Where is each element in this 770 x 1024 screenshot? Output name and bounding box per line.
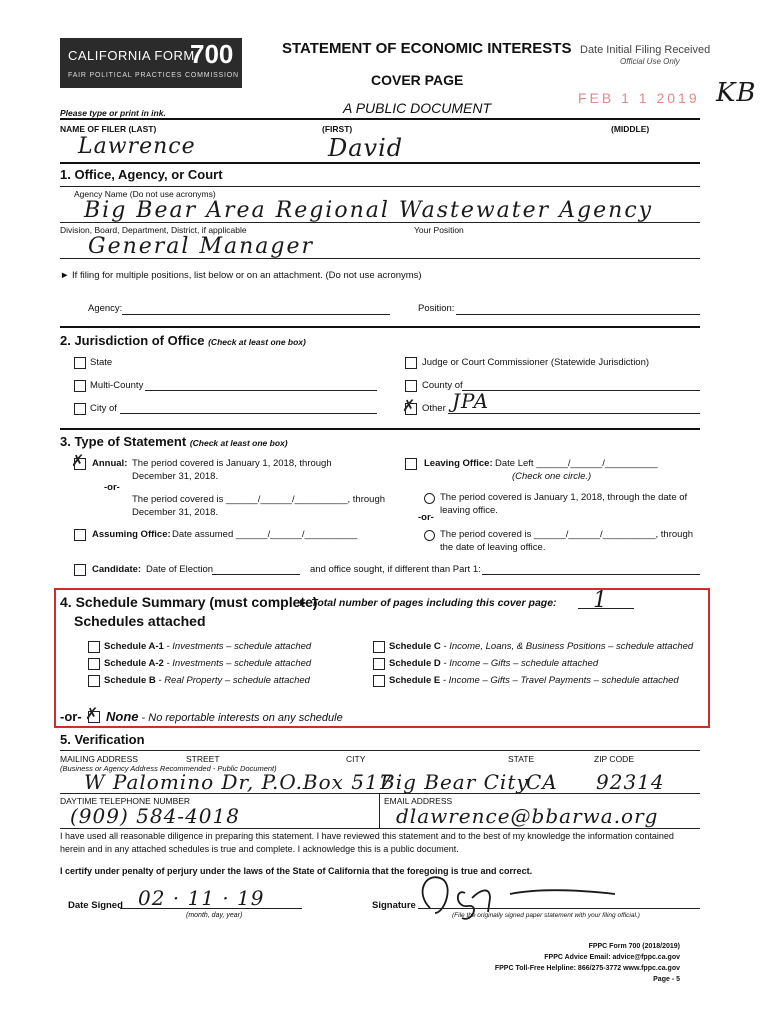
none-check-icon: ✗ <box>85 704 99 723</box>
multi-county-label: Multi-County <box>90 380 144 391</box>
phone-rule <box>60 828 700 829</box>
annual-label: Annual: <box>92 458 128 469</box>
annual-check-icon: ✗ <box>71 451 85 470</box>
schedule-a1-name: Schedule A-1 <box>104 641 164 652</box>
or-text-2: -or- <box>418 512 434 523</box>
total-pages-input <box>578 608 634 609</box>
email-label: EMAIL ADDRESS <box>384 796 453 806</box>
multi-county-checkbox[interactable] <box>74 380 86 392</box>
leaving-option1-text2: leaving office. <box>440 505 498 516</box>
footer-helpline: FPPC Toll-Free Helpline: 866/275-3772 www.fppc.ca.gov <box>494 965 680 972</box>
schedule-b-label <box>104 675 310 686</box>
diligence-line2: herein and in any attached schedules is true and complete. I acknowledge this is a public document. <box>60 844 459 854</box>
office-sought-input[interactable] <box>482 574 700 575</box>
leaving-checkbox[interactable] <box>405 458 417 470</box>
schedule-e-checkbox[interactable] <box>373 675 385 687</box>
name-rule <box>60 162 700 164</box>
city-label: City of <box>90 403 117 414</box>
section2-heading <box>60 333 306 348</box>
phone-value[interactable]: (909) 584-4018 <box>70 804 240 828</box>
schedule-e-label <box>389 675 679 686</box>
section5-rule <box>60 750 700 751</box>
date-signed-input <box>120 908 302 909</box>
official-use-label: Official Use Only <box>620 57 680 66</box>
multi-county-input[interactable] <box>145 390 377 391</box>
section2-title: 2. Jurisdiction of Office <box>60 333 205 348</box>
section2-note: (Check at least one box) <box>208 337 306 347</box>
city-checkbox[interactable] <box>74 403 86 415</box>
section4-heading: 4. Schedule Summary (must complete) <box>60 594 318 610</box>
mailing-address-label: MAILING ADDRESS <box>60 754 138 764</box>
schedule-a2-label <box>104 658 311 669</box>
your-position-label: Your Position <box>414 225 464 235</box>
agency-rule-top <box>60 186 700 187</box>
certify-text: I certify under penalty of perjury under the laws of the State of California that the foregoing is true and correct. <box>60 866 533 876</box>
position2-label: Position: <box>418 303 455 314</box>
city-address-label: CITY <box>346 754 366 764</box>
office-sought-label: and office sought, if different than Part 1: <box>310 564 481 575</box>
mailing-note: (Business or Agency Address Recommended - Public Document) <box>60 764 277 773</box>
assuming-checkbox[interactable] <box>74 529 86 541</box>
county-label: County of <box>422 380 463 391</box>
middle-name-label: (MIDDLE) <box>611 124 650 134</box>
schedule-c-label <box>389 641 693 652</box>
schedule-a1-desc: - Investments – schedule attached <box>163 641 312 652</box>
schedule-b-name: Schedule B <box>104 675 156 686</box>
leaving-option2-radio[interactable] <box>424 530 435 541</box>
state-label: State <box>90 357 113 368</box>
leaving-option2-text2: the date of leaving office. <box>440 542 546 553</box>
annual-text1: The period covered is January 1, 2018, through <box>132 458 332 469</box>
schedule-e-name: Schedule E <box>389 675 441 686</box>
schedule-a2-desc: - Investments – schedule attached <box>163 658 312 669</box>
footer-page: Page - 5 <box>653 976 680 983</box>
leaving-option1-radio[interactable] <box>424 493 435 504</box>
agency-name-value[interactable]: Big Bear Area Regional Wastewater Agency <box>84 198 654 223</box>
commission-name: FAIR POLITICAL PRACTICES COMMISSION <box>68 72 239 79</box>
schedule-d-name: Schedule D <box>389 658 441 669</box>
none-or-text: -or- <box>60 709 82 724</box>
schedule-d-checkbox[interactable] <box>373 658 385 670</box>
total-pages-label: ► Total number of pages including this cover page: <box>298 597 557 609</box>
schedule-a2-checkbox[interactable] <box>88 658 100 670</box>
schedules-attached-heading: Schedules attached <box>74 613 206 629</box>
position2-input[interactable] <box>456 314 700 315</box>
street-value[interactable]: W Palomino Dr, P.O.Box 517 <box>84 770 393 794</box>
form-number: 700 <box>190 39 234 69</box>
election-date-label: Date of Election <box>146 564 214 575</box>
form-title: STATEMENT OF ECONOMIC INTERESTS <box>282 40 572 57</box>
leaving-option2-text1: The period covered is ______/______/__________, through <box>440 529 694 540</box>
date-signed-label: Date Signed <box>68 900 123 911</box>
city-value[interactable]: Big Bear City <box>380 770 529 794</box>
diligence-line1: I have used all reasonable diligence in preparing this statement. I have reviewed this statement and to the best of my knowledge the information contained <box>60 831 674 841</box>
position-value[interactable]: General Manager <box>88 234 314 259</box>
agency-name-label: Agency Name (Do not use acronyms) <box>74 189 216 199</box>
other-check-icon: ✗ <box>402 396 416 415</box>
schedule-a1-label <box>104 641 311 652</box>
street-label: STREET <box>186 754 220 764</box>
section1-heading: 1. Office, Agency, or Court <box>60 167 223 182</box>
total-pages-value[interactable]: 1 <box>593 588 608 613</box>
schedule-c-name: Schedule C <box>389 641 441 652</box>
ink-instructions: Please type or print in ink. <box>60 108 166 118</box>
none-label <box>106 709 343 724</box>
county-input[interactable] <box>462 390 700 391</box>
division-label: Division, Board, Department, District, if applicable <box>60 225 247 235</box>
zip-label: ZIP CODE <box>594 754 634 764</box>
date-format-note: (month, day, year) <box>186 912 243 919</box>
address-rule <box>60 793 700 794</box>
none-name: None <box>106 709 139 724</box>
other-label: Other <box>422 403 446 414</box>
date-signed-value[interactable]: 02 · 11 · 19 <box>138 886 265 910</box>
section3-title: 3. Type of Statement <box>60 434 187 449</box>
candidate-label: Candidate: <box>92 564 142 575</box>
check-one-note: (Check one circle.) <box>512 471 592 482</box>
header-rule <box>60 118 700 120</box>
schedule-b-desc: - Real Property – schedule attached <box>155 675 310 686</box>
form-name: CALIFORNIA FORM <box>68 48 195 63</box>
leaving-text: Date Left ______/______/__________ <box>495 458 658 469</box>
state-value[interactable]: CA <box>526 770 558 794</box>
last-name-label: NAME OF FILER (LAST) <box>60 124 157 134</box>
schedule-b-checkbox[interactable] <box>88 675 100 687</box>
schedule-c-desc: - Income, Loans, & Business Positions – schedule attached <box>440 641 694 652</box>
phone-divider <box>379 794 380 828</box>
leaving-label: Leaving Office: <box>424 458 493 469</box>
judge-label: Judge or Court Commissioner (Statewide Jurisdiction) <box>422 357 650 368</box>
phone-label: DAYTIME TELEPHONE NUMBER <box>60 796 191 806</box>
other-value[interactable]: JPA <box>452 389 490 413</box>
signature-input <box>418 908 700 909</box>
section2-bottom-rule <box>60 428 700 430</box>
signature-note: (File the originally signed paper statement with your filing official.) <box>452 912 640 919</box>
or-text-1: -or- <box>104 482 120 493</box>
schedule-a2-name: Schedule A-2 <box>104 658 164 669</box>
section3-heading <box>60 434 288 449</box>
city-input[interactable] <box>120 413 377 414</box>
public-document: A PUBLIC DOCUMENT <box>343 100 492 116</box>
assuming-label: Assuming Office: <box>92 529 171 540</box>
assuming-text: Date assumed ______/______/__________ <box>172 529 358 540</box>
form-subtitle: COVER PAGE <box>371 72 464 88</box>
schedule-a1-checkbox[interactable] <box>88 641 100 653</box>
section5-heading: 5. Verification <box>60 732 145 747</box>
schedule-c-checkbox[interactable] <box>373 641 385 653</box>
period-text1: The period covered is ______/______/__________, through <box>132 494 386 505</box>
agency-name-rule <box>60 222 700 223</box>
email-value[interactable]: dlawrence@bbarwa.org <box>396 804 659 828</box>
position-rule <box>60 258 700 259</box>
election-date-input[interactable] <box>212 574 300 575</box>
period-text2: December 31, 2018. <box>132 507 219 518</box>
zip-value[interactable]: 92314 <box>596 770 665 794</box>
received-stamp: FEB 1 1 2019 <box>578 90 700 106</box>
state-checkbox[interactable] <box>74 357 86 369</box>
date-received-label: Date Initial Filing Received <box>580 44 711 56</box>
signature-label: Signature <box>372 900 416 911</box>
state-address-label: STATE <box>508 754 535 764</box>
agency2-input[interactable] <box>122 314 390 315</box>
schedule-d-label <box>389 658 598 669</box>
judge-checkbox[interactable] <box>405 357 417 369</box>
other-input[interactable] <box>448 413 700 414</box>
agency2-label: Agency: <box>88 303 123 314</box>
section1-bottom-rule <box>60 326 700 328</box>
last-name-value[interactable]: Lawrence <box>78 134 196 159</box>
first-name-label: (FIRST) <box>322 124 353 134</box>
footer-advice: FPPC Advice Email: advice@fppc.ca.gov <box>544 954 680 961</box>
schedule-d-desc: - Income – Gifts – schedule attached <box>440 658 599 669</box>
multiple-positions-note: ► If filing for multiple positions, list below or on an attachment. (Do not use acronyms) <box>60 270 422 281</box>
candidate-checkbox[interactable] <box>74 564 86 576</box>
footer-form-ref: FPPC Form 700 (2018/2019) <box>588 943 680 950</box>
annual-text2: December 31, 2018. <box>132 471 219 482</box>
first-name-value[interactable]: David <box>328 134 404 162</box>
section3-note: (Check at least one box) <box>189 438 288 448</box>
initials: KB <box>716 78 757 108</box>
none-desc: - No reportable interests on any schedule <box>138 712 343 724</box>
leaving-option1-text1: The period covered is January 1, 2018, through the date of <box>440 492 688 503</box>
county-checkbox[interactable] <box>405 380 417 392</box>
schedule-e-desc: - Income – Gifts – Travel Payments – schedule attached <box>440 675 679 686</box>
form-badge <box>60 38 242 88</box>
